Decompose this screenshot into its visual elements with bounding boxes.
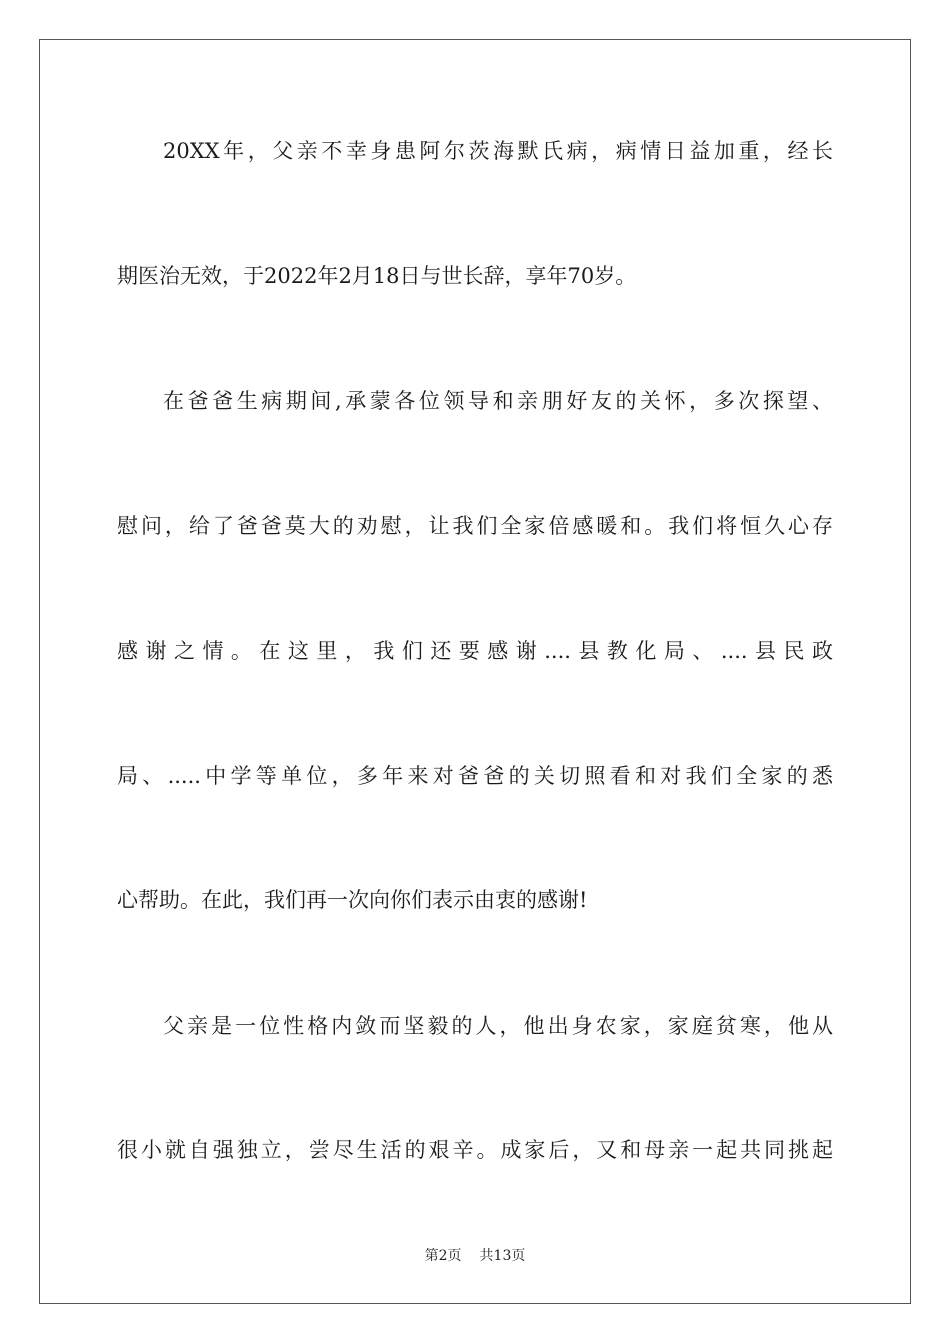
text-line: 期医治无效，于2022年2月18日与世长辞，享年70岁。: [117, 264, 637, 288]
text-line: 慰问，给了爸爸莫大的劝慰，让我们全家倍感暖和。我们将恒久心存: [117, 514, 833, 538]
page-number: 第2页: [424, 1248, 462, 1264]
text-line: 在爸爸生病期间,承蒙各位领导和亲朋好友的关怀，多次探望、: [163, 389, 833, 413]
text-line: 20XX年，父亲不幸身患阿尔茨海默氏病，病情日益加重，经长: [163, 139, 833, 163]
text-line: 局、.....中学等单位，多年来对爸爸的关切照看和对我们全家的悉: [117, 764, 833, 788]
text-line: 父亲是一位性格内敛而坚毅的人，他出身农家，家庭贫寒，他从: [163, 1014, 833, 1038]
text-line: 很小就自强独立，尝尽生活的艰辛。成家后，又和母亲一起共同挑起: [117, 1138, 833, 1162]
page-total: 共13页: [479, 1248, 526, 1264]
page-footer: [0, 1246, 950, 1266]
text-line: 心帮助。在此，我们再一次向你们表示由衷的感谢!: [117, 888, 588, 912]
page-border: [39, 39, 911, 1304]
text-line: 感谢之情。在这里，我们还要感谢....县教化局、....县民政: [117, 639, 833, 663]
